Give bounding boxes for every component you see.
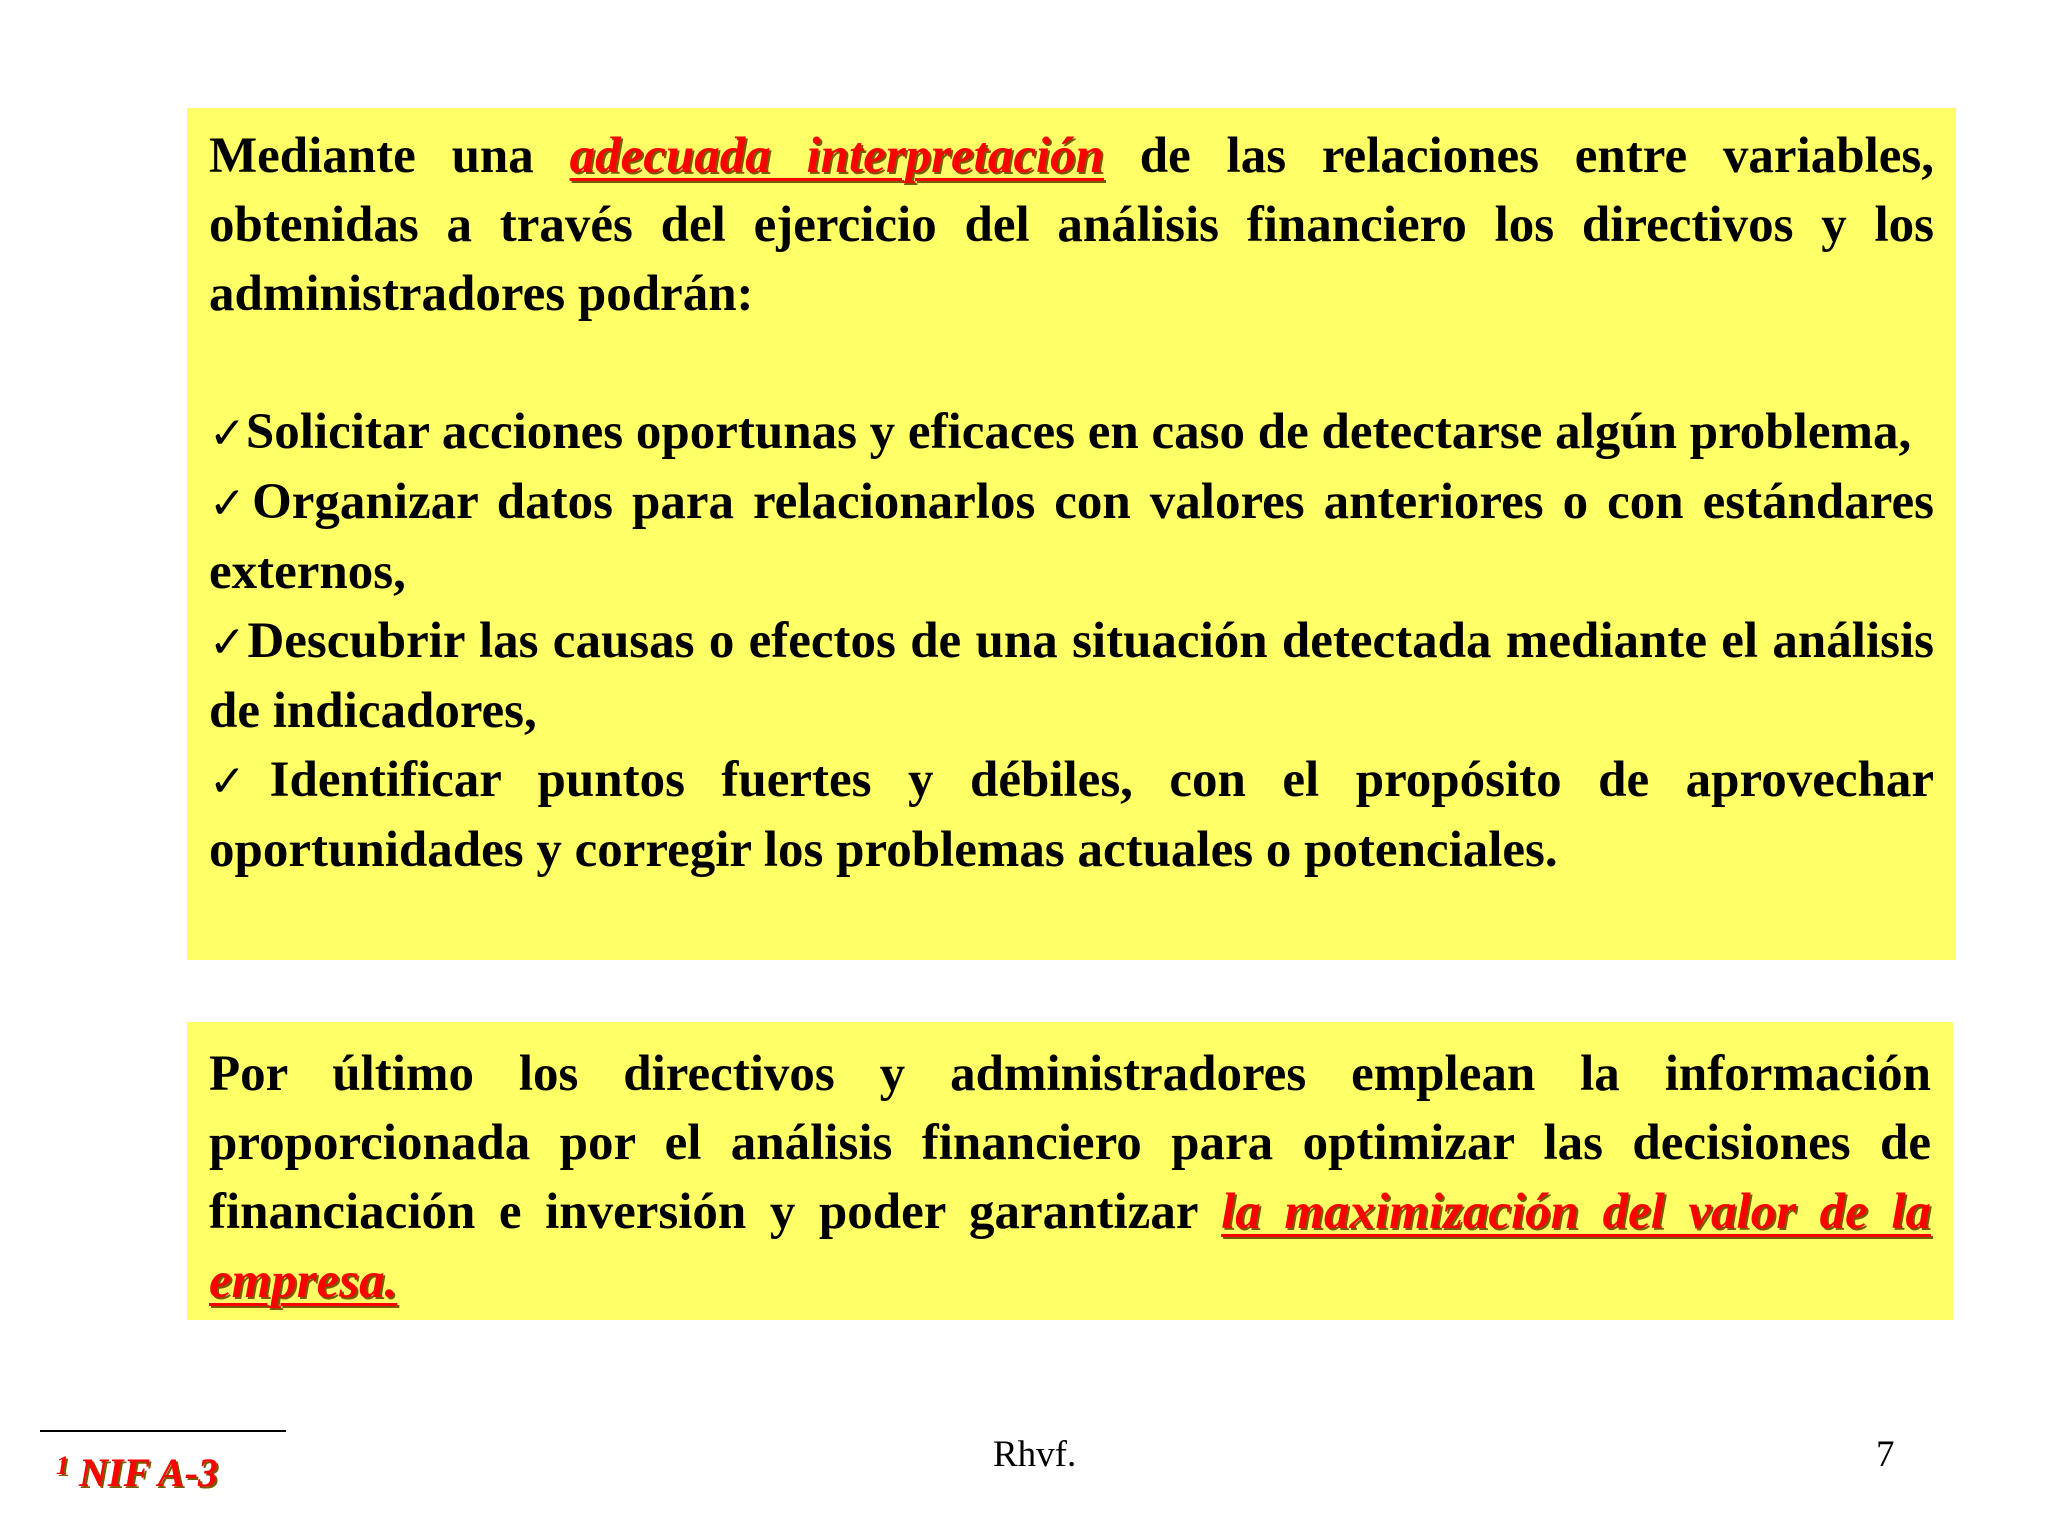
checkmark-icon: ✓: [209, 408, 246, 459]
intro-text-start: Mediante una: [209, 128, 570, 184]
intro-paragraph: [209, 122, 1934, 329]
intro-text-end: de las relaciones entre variables, obtenidas a través del ejercicio del análisis financiero los directivos y los administradores podrán:: [209, 128, 1934, 322]
conclusion-paragraph: [209, 1040, 1931, 1316]
footnote-marker: 1: [56, 1451, 69, 1480]
list-item-text: Solicitar acciones oportunas y eficaces en caso de detectarse algún problema,: [245, 404, 1912, 460]
footnote: [56, 1442, 218, 1497]
list-item-text: Identificar puntos fuertes y débiles, con el propósito de aprovechar oportunidades y corregir los problemas actuales o potenciales.: [209, 752, 1934, 878]
list-item-text: Organizar datos para relacionarlos con valores anteriores o con estándares externos,: [209, 474, 1934, 600]
list-item: [209, 398, 1934, 468]
list-item: [209, 468, 1934, 607]
intro-text-box: [187, 108, 1956, 960]
conclusion-highlight: la maximización del valor de la empresa.: [209, 1184, 1931, 1309]
intro-highlight: adecuada interpretación: [569, 128, 1104, 184]
list-item: [209, 607, 1934, 746]
page-number: 7: [1876, 1434, 1895, 1475]
checkmark-icon: ✓: [209, 617, 248, 668]
footnote-divider: [40, 1430, 286, 1432]
paragraph-spacer: [209, 329, 1934, 398]
list-item: [209, 746, 1934, 885]
checkmark-icon: ✓: [209, 478, 253, 529]
conclusion-text: Por último los directivos y administradores emplean la información proporcionada por el análisis financiero para optimizar las decisiones de financiación e inversión y poder garantizar: [209, 1046, 1931, 1240]
footnote-text: NIF A-3: [69, 1450, 218, 1495]
author-initials: Rhvf.: [993, 1434, 1077, 1475]
checkmark-icon: ✓: [209, 756, 270, 807]
conclusion-text-box: [187, 1022, 1953, 1320]
list-item-text: Descubrir las causas o efectos de una situación detectada mediante el análisis de indicadores,: [209, 613, 1934, 739]
